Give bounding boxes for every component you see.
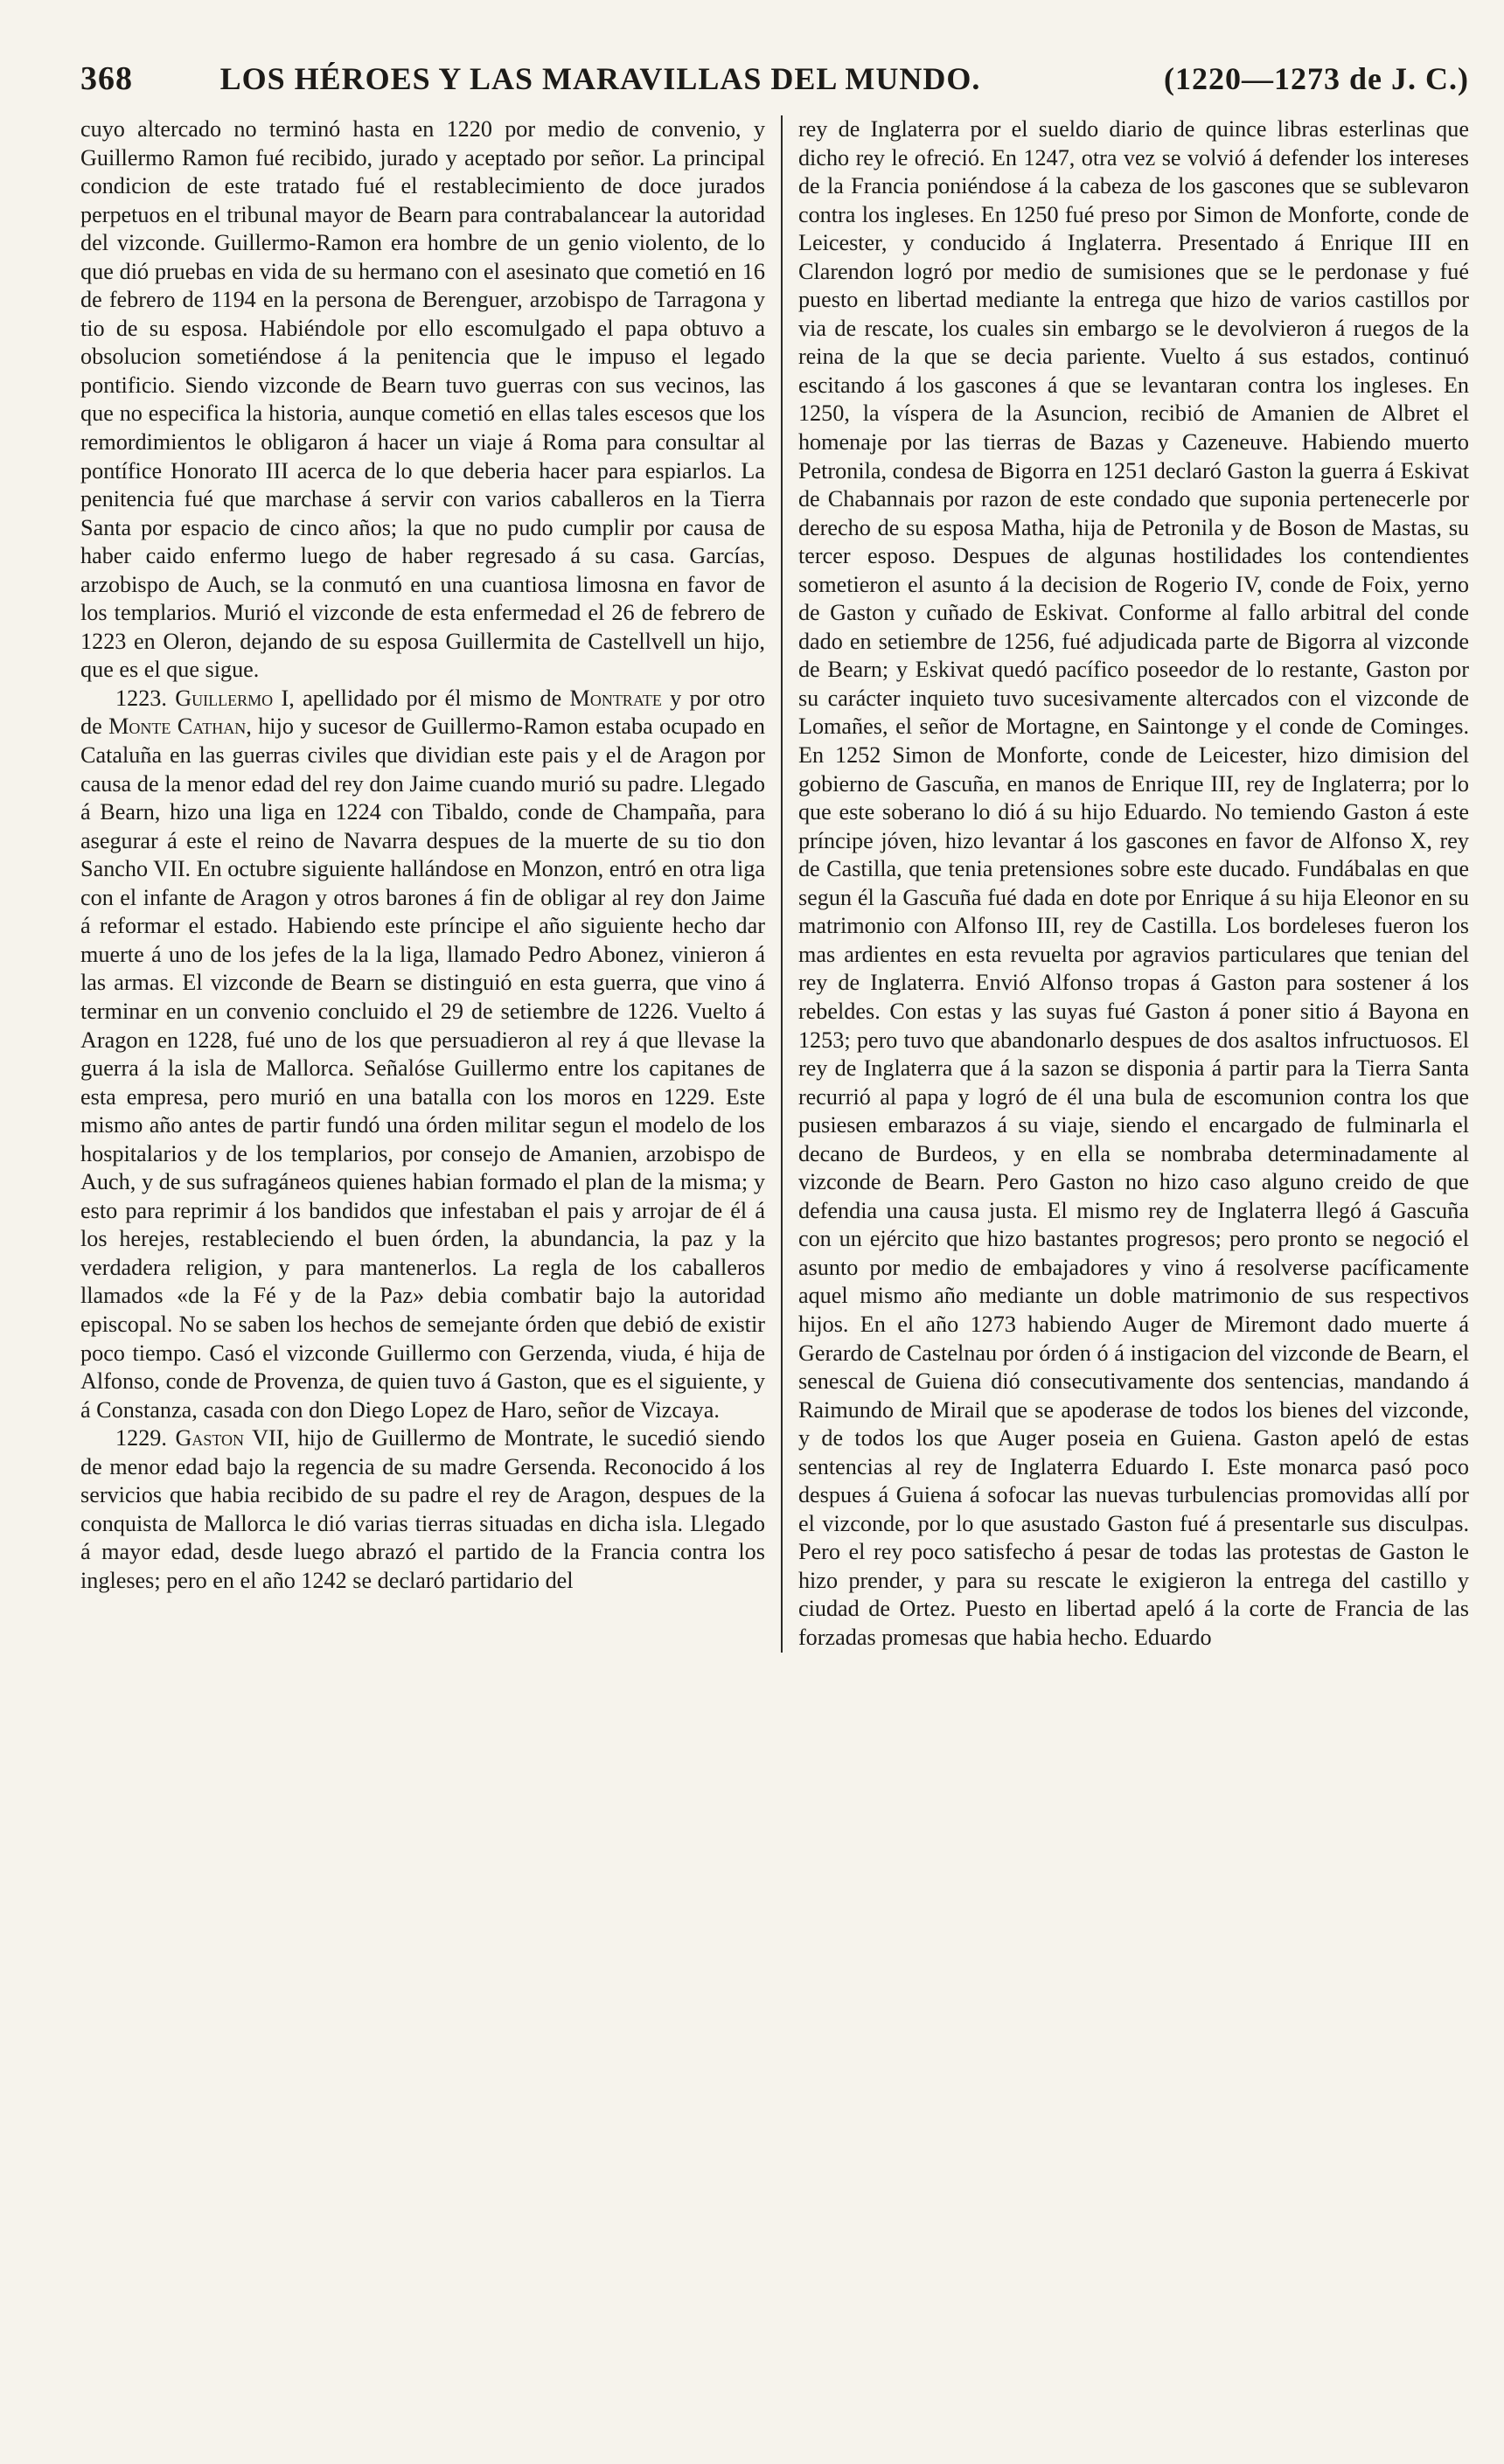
paragraph-guillermo-i xyxy=(80,685,765,1424)
paragraph-year: 1223. xyxy=(115,685,167,711)
paragraph: rey de Inglaterra por el sueldo diario de quince libras esterlinas que dicho rey le ofreció. En 1247, otra vez se volvió á defender los intereses de la Francia poniéndose á la cabeza de los gascones que se sublevaron contra los ingleses. En 1250 fué preso por Simon de Monforte, conde de Leicester, y conducido á Inglaterra. Presentado á Enrique III en Clarendon logró por medio de sumisiones que se le perdonase y fué puesto en libertad mediante la entrega que hizo de varios castillos por via de rescate, los cuales sin embargo se le devolvieron á ruegos de la reina de la que se decia pariente. Vuelto á sus estados, continuó escitando á los gascones á que se levantaran contra los ingleses. En 1250, la víspera de la Asuncion, recibió de Amanien de Albret el homenaje por las tierras de Bazas y Cazeneuve. Habiendo muerto Petronila, condesa de Bigorra en 1251 declaró Gaston la guerra á Eskivat de Chabannais por razon de este condado que suponia pertenecerle por derecho de su esposa Matha, hija de Petronila y de Boson de Mastas, su tercer esposo. Despues de algunas hostilidades los contendientes sometieron el asunto á la decision de Rogerio IV, conde de Foix, yerno de Gaston y cuñado de Eskivat. Conforme al fallo arbitral del conde dado en setiembre de 1256, fué adjudicada parte de Bigorra al vizconde de Bearn; y Eskivat quedó pacífico poseedor de lo restante, Gaston por su carácter inquieto tuvo sucesivamente altercados con el vizconde de Lomañes, el señor de Mortagne, en Saintonge y el conde de Cominges. En 1252 Simon de Monforte, conde de Leicester, hizo dimision del gobierno de Gascuña, en manos de Enrique III, rey de Inglaterra; por lo que este soberano lo dió á su hijo Eduardo. No temiendo Gaston á este príncipe jóven, hizo levantar á los gascones en favor de Alfonso X, rey de Castilla, que tenia pretensiones sobre este ducado. Fundábalas en que segun él la Gascuña fué dada en dote por Enrique á su hija Eleonor en su matrimonio con Alfonso III, rey de Castilla. Los bordeleses fueron los mas ardientes en esta revuelta por agravios particulares que tenian del rey de Inglaterra. Envió Alfonso tropas á Gaston para sostener á los rebeldes. Con estas y las suyas fué Gaston á poner sitio á Bayona en 1253; pero tuvo que abandonarlo despues de dos asaltos infructuosos. El rey de Inglaterra que á la sazon se disponia á partir para la Tierra Santa recurrió al papa y logró de él una bula de escomunion contra los que pusiesen embarazos á su viaje, siendo el encargado de fulminarla el decano de Burdeos, y en ella se nombraba determinadamente al vizconde de Bearn. Pero Gaston no hizo caso alguno creido de que defendia una causa justa. El mismo rey de Inglaterra llegó á Gascuña con un ejército que hizo bastantes progresos; pero pronto se negoció el asunto por medio de embajadores y vino á resolverse pacíficamente aquel mismo año mediante un doble matrimonio de sus respectivos hijos. En el año 1273 habiendo Auger de Miremont dado muerte á Gerardo de Castelnau por órden ó á instigacion del vizconde de Bearn, el senescal de Guiena dió consecutivamente dos sentencias, mandando á Raimundo de Mirail que se apoderase de todos los bienes del vizconde, y de todos los que Auger poseia en Guiena. Gaston apeló de estas sentencias al rey de Inglaterra Eduardo I. Este monarca pasó poco despues á Guiena á sofocar las nuevas turbulencias promovidas allí por el vizconde, por lo que asustado Gaston fué á presentarle sus disculpas. Pero el rey poco satisfecho á pesar de todas las protestas de Gaston le hizo prender, y para su rescate le exigieron la entrega del castillo y ciudad de Ortez. Puesto en libertad apeló á la corte de Francia de las forzadas promesas que habia hecho. Eduardo xyxy=(797,116,1469,1650)
paragraph-year: 1229. xyxy=(115,1425,167,1451)
right-column xyxy=(783,115,1469,1653)
entry-name: Gaston VII xyxy=(175,1425,284,1451)
running-head xyxy=(80,59,1469,112)
place-name: Montrate xyxy=(569,685,662,711)
place-name: Monte Cathan xyxy=(108,713,247,740)
running-title: LOS HÉROES Y LAS MARAVILLAS DEL MUNDO. xyxy=(219,61,981,96)
text-columns xyxy=(80,115,1469,1653)
text-run: , hijo y sucesor de Guillermo-Ramon estaba ocupado en Cataluña en las guerras civiles que dividian este pais y el de Aragon por causa de la menor edad del rey don Jaime cuando murió su padre. Llegado á Bearn, hizo una liga en 1224 con Tibaldo, conde de Champaña, para asegurar á este el reino de Navarra despues de la muerte de su tio don Sancho VII. En octubre siguiente hallándose en Monzon, entró en otra liga con el infante de Aragon y otros barones á fin de obligar al rey don Jaime á reformar el estado. Habiendo este príncipe el año siguiente hecho dar muerte á uno de los jefes de la la liga, llamado Pedro Abonez, vinieron á las armas. El vizconde de Bearn se distinguió en esta guerra, que vino á terminar en un convenio concluido el 29 de setiembre de 1226. Vuelto á Aragon en 1228, fué uno de los que persuadieron al rey á que llevase la guerra á la isla de Mallorca. Señalóse Guillermo entre los capitanes de esta empresa, pero murió en una batalla con los moros en 1229. Este mismo año antes de partir fundó una órden militar segun el modelo de los hospitalarios y de los templarios, por consejo de Amanien, arzobispo de Auch, y de sus sufragáneos quienes habian formado el plan de la misma; y esto para reprimir á los bandidos que infestaban el pais y arrojar de él á los herejes, restableciendo el buen órden, la abundancia, la paz y la verdadera religion, y para mantenerlos. La regla de los caballeros llamados «de la Fé y de la Paz» debia combatir bajo la autoridad episcopal. No se saben los hechos de semejante órden que debió de existir poco tiempo. Casó el vizconde Guillermo con Gerzenda, viuda, é hija de Alfonso, conde de Provenza, de quien tuvo á Gaston, que es el siguiente, y á Constanza, casada con don Diego Lopez de Haro, señor de Vizcaya. xyxy=(80,713,765,1423)
page-number: 368 xyxy=(80,60,133,97)
paragraph: cuyo altercado no terminó hasta en 1220 por medio de convenio, y Guillermo Ramon fué recibido, jurado y aceptado por señor. La principal condicion de este tratado fué el restablecimiento de doce jurados perpetuos en el tribunal mayor de Bearn para contrabalancear la autoridad del vizconde. Guillermo-Ramon era hombre de un genio violento, de lo que dió pruebas en vida de su hermano con el asesinato que cometió en 16 de febrero de 1194 en la persona de Berenguer, arzobispo de Tarragona y tio de su esposa. Habiéndole por ello escomulgado el papa obtuvo a obsolucion sometiéndose á la penitencia que le impuso el legado pontificio. Siendo vizconde de Bearn tuvo guerras con sus vecinos, las que no especifica la historia, aunque cometió en ellas tales escesos que los remordimientos le obligaron á hacer un viaje á Roma para consultar al pontífice Honorato III acerca de lo que deberia hacer para espiarlos. La penitencia fué que marchase á servir con varios caballeros en la Tierra Santa por espacio de cinco años; la que no pudo cumplir por causa de haber caido enfermo luego de haber regresado á su casa. Garcías, arzobispo de Auch, se la conmutó en una cuantiosa limosna en favor de los templarios. Murió el vizconde de esta enfermedad el 26 de febrero de 1223 en Oleron, dejando de su esposa Guillermita de Castellvell un hijo, que es el que sigue. xyxy=(80,116,765,683)
entry-name: Guillermo I xyxy=(175,685,289,711)
date-range: (1220—1273 de J. C.) xyxy=(1164,61,1469,96)
paragraph-gaston-vii xyxy=(80,1424,765,1595)
left-column xyxy=(80,115,783,1653)
text-run: y por otro de xyxy=(80,685,765,740)
text-run: , apellidado por él mismo de xyxy=(289,685,570,711)
text-run: , hijo de Guillermo de Montrate, le sucedió siendo de menor edad bajo la regencia de su madre Gersenda. Reconocido á los servicios que habia recibido de su padre el rey de Aragon, despues de la conquista de Mallorca le dió varias tierras situadas en dicha isla. Llegado á mayor edad, desde luego abrazó el partido de la Francia contra los ingleses; pero en el año 1242 se declaró partidario del xyxy=(80,1425,765,1593)
